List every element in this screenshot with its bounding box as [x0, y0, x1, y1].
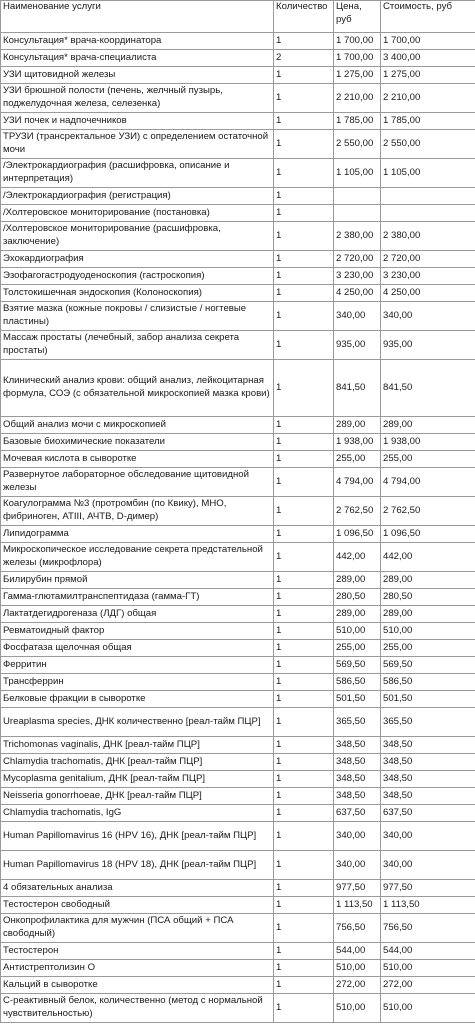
- service-qty: 1: [274, 943, 334, 960]
- table-row: [1, 251, 475, 268]
- table-row: [1, 84, 475, 113]
- table-row: [1, 851, 475, 880]
- table-row: [1, 331, 475, 360]
- service-qty: 1: [274, 674, 334, 691]
- service-qty: 1: [274, 572, 334, 589]
- service-price: 2 380,00: [334, 222, 381, 251]
- service-cost: 756,50: [381, 914, 475, 943]
- service-price: 289,00: [334, 572, 381, 589]
- table-row: [1, 994, 475, 1023]
- service-name: Human Papillomavirus 18 (HPV 18), ДНК [реал-тайм ПЦР]: [1, 851, 274, 880]
- service-cost: 2 762,50: [381, 497, 475, 526]
- service-name: Chlamydia trachomatis, IgG: [1, 805, 274, 822]
- service-name: Антистрептолизин О: [1, 960, 274, 977]
- table-row: [1, 623, 475, 640]
- service-price: 569,50: [334, 657, 381, 674]
- service-qty: 1: [274, 994, 334, 1023]
- table-row: [1, 691, 475, 708]
- service-name: Ureaplasma species, ДНК количественно [реал-тайм ПЦР]: [1, 708, 274, 737]
- service-cost: [381, 205, 475, 222]
- service-price: 4 794,00: [334, 468, 381, 497]
- service-qty: 1: [274, 691, 334, 708]
- service-price: 2 210,00: [334, 84, 381, 113]
- table-row: [1, 788, 475, 805]
- service-qty: 1: [274, 33, 334, 50]
- service-price: 756,50: [334, 914, 381, 943]
- service-cost: 1 096,50: [381, 526, 475, 543]
- service-price: 1 938,00: [334, 434, 381, 451]
- service-cost: 544,00: [381, 943, 475, 960]
- service-name: УЗИ брюшной полости (печень, желчный пузырь, поджелудочная железа, селезенка): [1, 84, 274, 113]
- service-qty: 1: [274, 737, 334, 754]
- table-row: [1, 572, 475, 589]
- table-body: [1, 33, 475, 1023]
- column-header-price: Цена, руб: [334, 1, 381, 33]
- service-cost: 365,50: [381, 708, 475, 737]
- service-name: Толстокишечная эндоскопия (Колоноскопия): [1, 285, 274, 302]
- service-qty: 1: [274, 914, 334, 943]
- service-qty: 1: [274, 251, 334, 268]
- service-name: УЗИ щитовидной железы: [1, 67, 274, 84]
- service-name: ТРУЗИ (трансректальное УЗИ) с определением остаточной мочи: [1, 130, 274, 159]
- service-name: Белковые фракции в сыворотке: [1, 691, 274, 708]
- service-cost: 1 113,50: [381, 897, 475, 914]
- table-row: [1, 589, 475, 606]
- service-name: Human Papillomavirus 16 (HPV 16), ДНК [реал-тайм ПЦР]: [1, 822, 274, 851]
- service-name: Взятие мазка (кожные покровы / слизистые / ногтевые пластины): [1, 302, 274, 331]
- service-cost: 2 210,00: [381, 84, 475, 113]
- service-price: 1 113,50: [334, 897, 381, 914]
- service-cost: 272,00: [381, 977, 475, 994]
- service-qty: 1: [274, 788, 334, 805]
- service-cost: 501,50: [381, 691, 475, 708]
- service-qty: 1: [274, 130, 334, 159]
- header-row: [1, 1, 475, 33]
- service-price: 1 700,00: [334, 50, 381, 67]
- service-qty: 1: [274, 84, 334, 113]
- service-name: Эзофагогастродуоденоскопия (гастроскопия): [1, 268, 274, 285]
- service-price: 977,50: [334, 880, 381, 897]
- service-qty: 1: [274, 754, 334, 771]
- service-cost: 4 794,00: [381, 468, 475, 497]
- service-qty: 1: [274, 771, 334, 788]
- service-qty: 1: [274, 977, 334, 994]
- service-price: 340,00: [334, 822, 381, 851]
- table-row: [1, 113, 475, 130]
- service-cost: 255,00: [381, 451, 475, 468]
- service-name: Chlamydia trachomatis, ДНК [реал-тайм ПЦР]: [1, 754, 274, 771]
- service-name: Микроскопическое исследование секрета предстательной железы (микрофлора): [1, 543, 274, 572]
- service-price: 255,00: [334, 640, 381, 657]
- service-cost: 637,50: [381, 805, 475, 822]
- service-price: 442,00: [334, 543, 381, 572]
- service-qty: 1: [274, 331, 334, 360]
- service-price: 544,00: [334, 943, 381, 960]
- service-price: 348,50: [334, 737, 381, 754]
- table-row: [1, 526, 475, 543]
- table-row: [1, 302, 475, 331]
- service-name: Липидограмма: [1, 526, 274, 543]
- service-name: Консультация* врача-специалиста: [1, 50, 274, 67]
- table-row: [1, 222, 475, 251]
- service-price: 289,00: [334, 606, 381, 623]
- service-cost: 510,00: [381, 960, 475, 977]
- table-row: [1, 360, 475, 417]
- table-row: [1, 960, 475, 977]
- service-name: Гамма-глютамилтранспептидаза (гамма-ГТ): [1, 589, 274, 606]
- service-price: 289,00: [334, 417, 381, 434]
- service-qty: 1: [274, 589, 334, 606]
- service-name: Общий анализ мочи с микроскопией: [1, 417, 274, 434]
- service-cost: 3 400,00: [381, 50, 475, 67]
- service-cost: 2 720,00: [381, 251, 475, 268]
- service-name: /Холтеровское мониторирование (постановка): [1, 205, 274, 222]
- service-qty: 1: [274, 960, 334, 977]
- service-qty: 1: [274, 640, 334, 657]
- service-qty: 1: [274, 805, 334, 822]
- service-price: 1 700,00: [334, 33, 381, 50]
- service-name: Базовые биохимические показатели: [1, 434, 274, 451]
- service-price: 935,00: [334, 331, 381, 360]
- service-cost: 255,00: [381, 640, 475, 657]
- service-qty: 1: [274, 285, 334, 302]
- service-cost: 1 700,00: [381, 33, 475, 50]
- service-qty: 1: [274, 302, 334, 331]
- service-qty: 1: [274, 497, 334, 526]
- table-row: [1, 285, 475, 302]
- table-row: [1, 33, 475, 50]
- service-cost: 289,00: [381, 572, 475, 589]
- table-row: [1, 543, 475, 572]
- service-cost: 935,00: [381, 331, 475, 360]
- service-cost: 510,00: [381, 994, 475, 1023]
- service-price: 637,50: [334, 805, 381, 822]
- table-row: [1, 943, 475, 960]
- service-cost: 569,50: [381, 657, 475, 674]
- service-name: Лактатдегидрогеназа (ЛДГ) общая: [1, 606, 274, 623]
- service-price: 1 275,00: [334, 67, 381, 84]
- service-price: 4 250,00: [334, 285, 381, 302]
- service-cost: 1 785,00: [381, 113, 475, 130]
- service-name: Mycoplasma genitalium, ДНК [реал-тайм ПЦР]: [1, 771, 274, 788]
- service-price: 280,50: [334, 589, 381, 606]
- service-qty: 1: [274, 67, 334, 84]
- table-row: [1, 754, 475, 771]
- service-price: 841,50: [334, 360, 381, 417]
- table-row: [1, 880, 475, 897]
- service-qty: 1: [274, 188, 334, 205]
- service-qty: 1: [274, 708, 334, 737]
- table-row: [1, 657, 475, 674]
- service-price: [334, 205, 381, 222]
- service-cost: 4 250,00: [381, 285, 475, 302]
- table-row: [1, 737, 475, 754]
- service-cost: 340,00: [381, 822, 475, 851]
- table-row: [1, 674, 475, 691]
- service-cost: 1 105,00: [381, 159, 475, 188]
- service-qty: 1: [274, 434, 334, 451]
- service-qty: 1: [274, 451, 334, 468]
- service-name: 4 обязательных анализа: [1, 880, 274, 897]
- table-row: [1, 640, 475, 657]
- service-qty: 1: [274, 851, 334, 880]
- service-cost: 340,00: [381, 851, 475, 880]
- service-cost: 1 275,00: [381, 67, 475, 84]
- service-qty: 1: [274, 897, 334, 914]
- service-price: 2 550,00: [334, 130, 381, 159]
- service-name: Trichomonas vaginalis, ДНК [реал-тайм ПЦР]: [1, 737, 274, 754]
- table-row: [1, 606, 475, 623]
- service-cost: 280,50: [381, 589, 475, 606]
- service-price: 348,50: [334, 771, 381, 788]
- service-name: Консультация* врача-координатора: [1, 33, 274, 50]
- service-cost: 586,50: [381, 674, 475, 691]
- service-cost: 1 938,00: [381, 434, 475, 451]
- service-price: 2 762,50: [334, 497, 381, 526]
- service-name: Тестостерон свободный: [1, 897, 274, 914]
- service-cost: 977,50: [381, 880, 475, 897]
- service-cost: 289,00: [381, 417, 475, 434]
- service-name: Фосфатаза щелочная общая: [1, 640, 274, 657]
- service-name: Мочевая кислота в сыворотке: [1, 451, 274, 468]
- service-cost: 289,00: [381, 606, 475, 623]
- service-price: 586,50: [334, 674, 381, 691]
- service-qty: 1: [274, 606, 334, 623]
- table-row: [1, 497, 475, 526]
- service-name: /Холтеровское мониторирование (расшифровка, заключение): [1, 222, 274, 251]
- table-row: [1, 434, 475, 451]
- table-row: [1, 159, 475, 188]
- table-row: [1, 451, 475, 468]
- service-name: УЗИ почек и надпочечников: [1, 113, 274, 130]
- table-row: [1, 914, 475, 943]
- service-cost: [381, 188, 475, 205]
- service-qty: 1: [274, 268, 334, 285]
- table-row: [1, 268, 475, 285]
- service-cost: 442,00: [381, 543, 475, 572]
- column-header-name: Наименование услуги: [1, 1, 274, 33]
- service-price: 2 720,00: [334, 251, 381, 268]
- service-price: [334, 188, 381, 205]
- service-price: 348,50: [334, 754, 381, 771]
- service-price: 340,00: [334, 851, 381, 880]
- service-name: Клинический анализ крови: общий анализ, лейкоцитарная формула, СОЭ (с обязательной микроскопией мазка крови): [1, 360, 274, 417]
- service-price: 501,50: [334, 691, 381, 708]
- table-row: [1, 205, 475, 222]
- table-row: [1, 417, 475, 434]
- service-name: Трансферрин: [1, 674, 274, 691]
- service-cost: 2 380,00: [381, 222, 475, 251]
- table-row: [1, 67, 475, 84]
- service-qty: 1: [274, 468, 334, 497]
- service-cost: 3 230,00: [381, 268, 475, 285]
- service-name: Ревматоидный фактор: [1, 623, 274, 640]
- table-row: [1, 805, 475, 822]
- service-name: Развернутое лабораторное обследование щитовидной железы: [1, 468, 274, 497]
- service-price: 3 230,00: [334, 268, 381, 285]
- column-header-cost: Стоимость, руб: [381, 1, 475, 33]
- service-qty: 1: [274, 417, 334, 434]
- service-price: 510,00: [334, 994, 381, 1023]
- service-qty: 1: [274, 222, 334, 251]
- service-name: Эхокардиография: [1, 251, 274, 268]
- table-row: [1, 708, 475, 737]
- service-price: 1 105,00: [334, 159, 381, 188]
- service-name: Онкопрофилактика для мужчин (ПСА общий + ПСА свободный): [1, 914, 274, 943]
- service-price: 365,50: [334, 708, 381, 737]
- service-cost: 348,50: [381, 788, 475, 805]
- service-name: С-реактивный белок, количественно (метод с нормальной чувствительностью): [1, 994, 274, 1023]
- service-qty: 1: [274, 543, 334, 572]
- service-name: Коагулограмма №3 (протромбин (по Квику), МНО, фибриноген, АТIII, АЧТВ, D-димер): [1, 497, 274, 526]
- service-price: 1 785,00: [334, 113, 381, 130]
- table-row: [1, 771, 475, 788]
- service-cost: 348,50: [381, 754, 475, 771]
- service-qty: 1: [274, 526, 334, 543]
- service-cost: 510,00: [381, 623, 475, 640]
- service-price: 272,00: [334, 977, 381, 994]
- service-qty: 2: [274, 50, 334, 67]
- service-price: 510,00: [334, 623, 381, 640]
- service-price: 255,00: [334, 451, 381, 468]
- service-cost: 2 550,00: [381, 130, 475, 159]
- service-name: Билирубин прямой: [1, 572, 274, 589]
- service-qty: 1: [274, 822, 334, 851]
- service-price: 340,00: [334, 302, 381, 331]
- table-row: [1, 897, 475, 914]
- service-name: /Электрокардиография (расшифровка, описание и интерпретация): [1, 159, 274, 188]
- table-row: [1, 468, 475, 497]
- service-qty: 1: [274, 880, 334, 897]
- service-price: 348,50: [334, 788, 381, 805]
- table-row: [1, 822, 475, 851]
- service-qty: 1: [274, 205, 334, 222]
- service-qty: 1: [274, 159, 334, 188]
- service-name: Ферритин: [1, 657, 274, 674]
- service-name: /Электрокардиография (регистрация): [1, 188, 274, 205]
- table-row: [1, 188, 475, 205]
- service-cost: 841,50: [381, 360, 475, 417]
- service-cost: 348,50: [381, 737, 475, 754]
- service-name: Массаж простаты (лечебный, забор анализа секрета простаты): [1, 331, 274, 360]
- table-row: [1, 977, 475, 994]
- table-row: [1, 130, 475, 159]
- service-price: 510,00: [334, 960, 381, 977]
- service-price: 1 096,50: [334, 526, 381, 543]
- service-qty: 1: [274, 657, 334, 674]
- service-cost: 348,50: [381, 771, 475, 788]
- service-name: Тестостерон: [1, 943, 274, 960]
- service-name: Neisseria gonorrhoeae, ДНК [реал-тайм ПЦР]: [1, 788, 274, 805]
- table-row: [1, 50, 475, 67]
- service-qty: 1: [274, 360, 334, 417]
- service-cost: 340,00: [381, 302, 475, 331]
- service-qty: 1: [274, 623, 334, 640]
- column-header-qty: Количество: [274, 1, 334, 33]
- service-qty: 1: [274, 113, 334, 130]
- service-name: Кальций в сыворотке: [1, 977, 274, 994]
